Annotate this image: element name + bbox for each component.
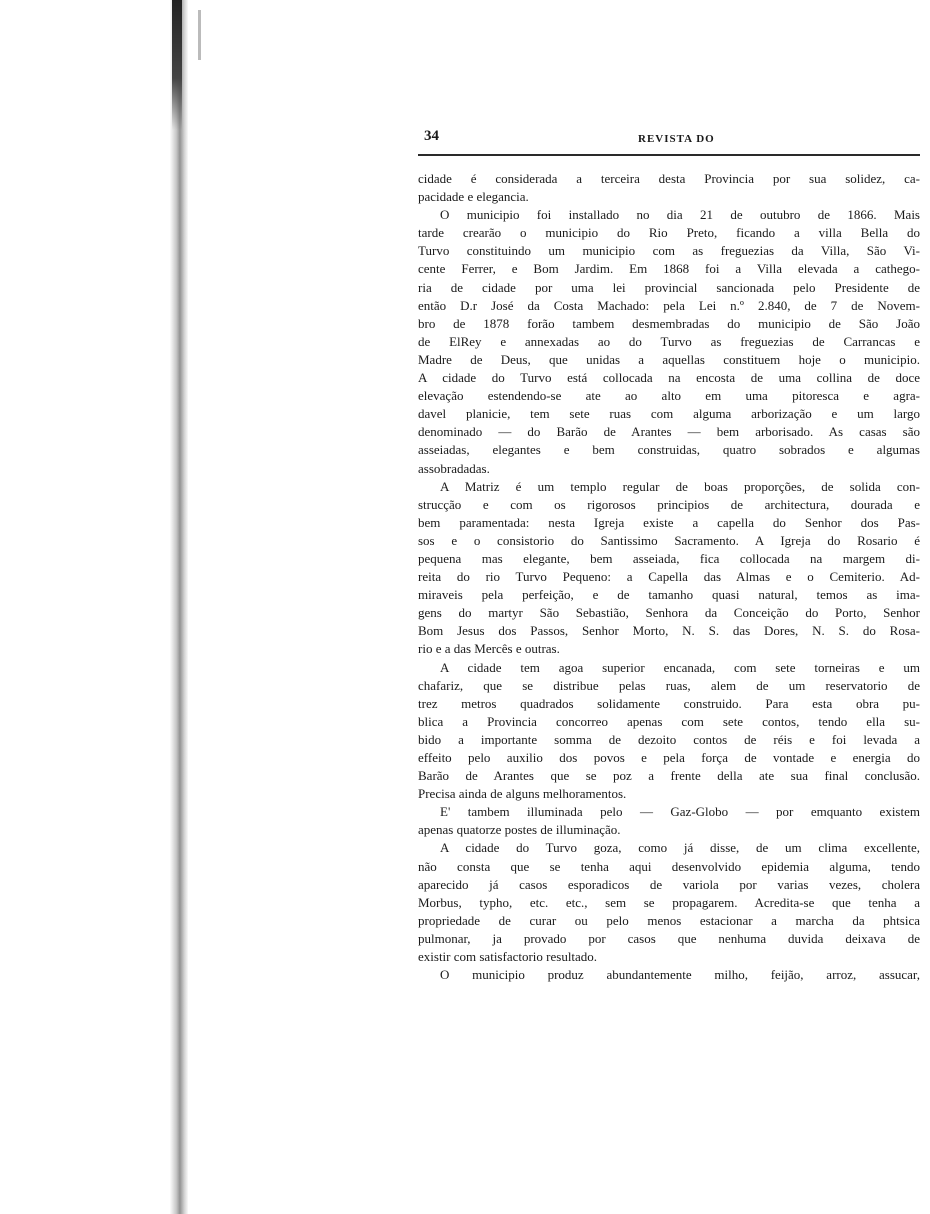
text-line: chafariz, que se distribue pelas ruas, alem de um reservatorio de xyxy=(418,677,920,693)
text-line: pacidade e elegancia. xyxy=(418,189,529,205)
text-line: sos e o consistorio do Santissimo Sacramento. A Igreja do Rosario é xyxy=(418,532,920,548)
text-line: denominado — do Barão de Arantes — bem arborisado. As casas são xyxy=(418,424,920,440)
text-line: A cidade do Turvo está collocada na encosta de uma collina de doce xyxy=(418,370,920,386)
text-line: davel planicie, tem sete ruas com alguma arborização e um largo xyxy=(418,406,920,422)
text-line: blica a Provincia concorreo apenas com sete contos, tendo ella su- xyxy=(418,713,920,729)
text-line: pequena mas elegante, bem asseiada, fica collocada na margem di- xyxy=(418,550,920,566)
book-spine-shadow xyxy=(170,0,188,1214)
text-line: assobradadas. xyxy=(418,460,490,476)
text-line: A cidade do Turvo goza, como já disse, de um clima excellente, xyxy=(440,840,920,856)
text-line: reita do rio Turvo Pequeno: a Capella das Almas e o Cemiterio. Ad- xyxy=(418,569,920,585)
paragraph xyxy=(418,966,920,984)
text-line: O municipio foi installado no dia 21 de outubro de 1866. Mais xyxy=(440,207,920,223)
text-line: ria de cidade por uma lei provincial sancionada pelo Presidente de xyxy=(418,279,920,295)
text-line: bem paramentada: nesta Igreja existe a capella do Senhor dos Pas- xyxy=(418,514,920,530)
text-line: O municipio produz abundantemente milho, feijão, arroz, assucar, xyxy=(440,967,920,983)
text-line: Bom Jesus dos Passos, Senhor Morto, N. S. das Dores, N. S. do Rosa- xyxy=(418,623,920,639)
text-line: Barão de Arantes que se poz a frente della ate sua final conclusão. xyxy=(418,768,920,784)
text-line: tarde crearão o municipio do Rio Preto, ficando a villa Bella do xyxy=(418,225,920,241)
body-text xyxy=(418,170,920,984)
text-line: elevação estendendo-se ate ao alto em uma pitoresca e agra- xyxy=(418,388,920,404)
text-line: effeito pelo auxilio dos povos e pela força de vontade e energia do xyxy=(418,750,920,765)
running-head: REVISTA DO xyxy=(638,133,715,145)
text-line: trez metros quadrados solidamente construido. Para esta obra pu- xyxy=(418,695,920,711)
text-line: Morbus, typho, etc. etc., sem se propagarem. Acredita-se que tenha a xyxy=(418,894,920,910)
text-line: não consta que se tenha aqui desenvolvido epidemia alguma, tendo xyxy=(418,858,920,874)
paragraph xyxy=(418,170,920,206)
text-line: strucção e com os rigorosos principios de architectura, dourada e xyxy=(418,496,920,512)
text-line: pulmonar, ja provado por casos que nenhuma duvida deixava de xyxy=(418,930,920,946)
text-line: cidade é considerada a terceira desta Provincia por sua solidez, ca- xyxy=(418,171,920,186)
text-line: aparecido já casos esporadicos de variola por varias vezes, cholera xyxy=(418,876,920,892)
paragraph xyxy=(418,803,920,839)
paragraph xyxy=(418,659,920,804)
text-line: A Matriz é um templo regular de boas proporções, de solida con- xyxy=(440,478,920,494)
text-line: rio e a das Mercês e outras. xyxy=(418,641,560,657)
text-line: então D.r José da Costa Machado: pela Lei n.º 2.840, de 7 de Novem- xyxy=(418,297,920,313)
text-line: gens do martyr São Sebastião, Senhora da Conceição do Porto, Senhor xyxy=(418,605,920,621)
text-line: asseiadas, elegantes e bem construidas, quatro sobrados e algumas xyxy=(418,442,920,458)
paragraph xyxy=(418,206,920,477)
page-header xyxy=(418,124,920,156)
text-line: de ElRey e annexadas ao do Turvo as freguezias de Carrancas e xyxy=(418,333,920,349)
text-line: bido a importante somma de dezoito contos de réis e foi levada a xyxy=(418,731,920,747)
text-line: E' tambem illuminada pelo — Gaz-Globo — por emquanto existem xyxy=(440,804,920,820)
text-line: Madre de Deus, que unidas a aquellas constituem hoje o municipio. xyxy=(418,351,920,367)
paragraph xyxy=(418,839,920,966)
scan-mark xyxy=(198,10,201,60)
page-number: 34 xyxy=(424,128,439,144)
text-line: Precisa ainda de alguns melhoramentos. xyxy=(418,786,627,802)
text-line: A cidade tem agoa superior encanada, com sete torneiras e um xyxy=(440,659,920,675)
paragraph xyxy=(418,478,920,659)
text-line: apenas quatorze postes de illuminação. xyxy=(418,822,621,838)
book-gutter-dark xyxy=(172,0,182,130)
document-page xyxy=(418,124,920,984)
text-line: bro de 1878 forão tambem desmembradas do municipio de São João xyxy=(418,315,920,331)
text-line: miraveis pela perfeição, e de tamanho quasi natural, temos as ima- xyxy=(418,587,920,603)
text-line: cente Ferrer, e Bom Jardim. Em 1868 foi a Villa elevada a cathego- xyxy=(418,261,920,277)
text-line: existir com satisfactorio resultado. xyxy=(418,949,598,965)
text-line: propriedade de curar ou pelo menos estacionar a marcha da phtsica xyxy=(418,912,920,928)
text-line: Turvo constituindo um municipio com as freguezias da Villa, São Vi- xyxy=(418,243,920,259)
